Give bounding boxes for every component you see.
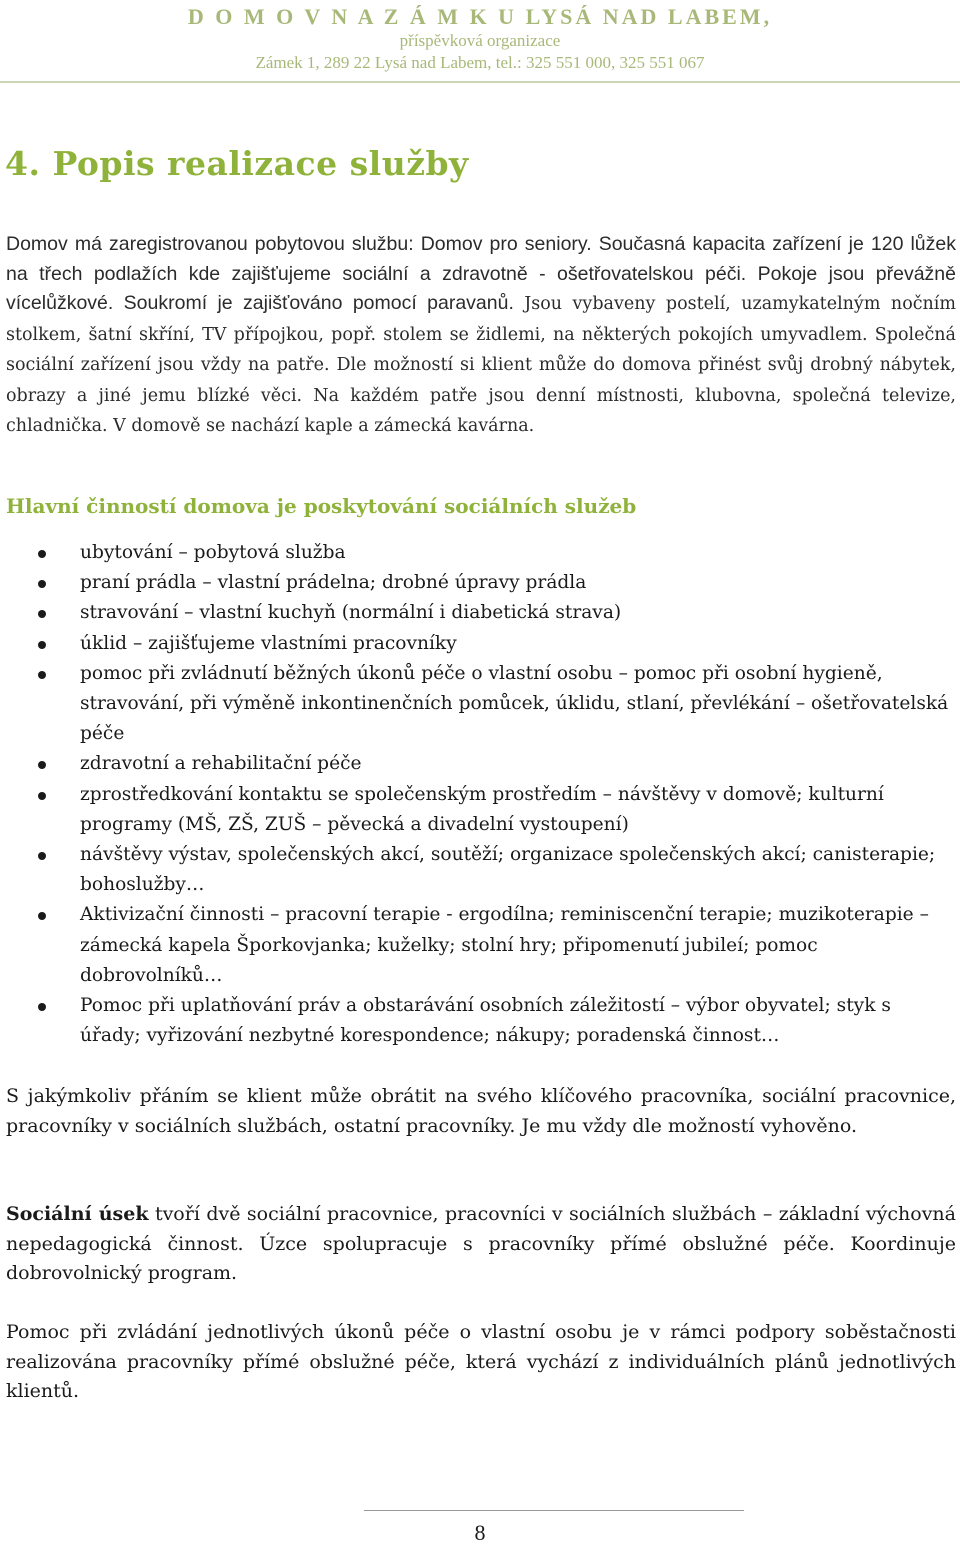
list-item: Aktivizační činnosti – pracovní terapie - ergodílna; reminiscenční terapie; muzikoterapie – zámecká kapela Šporkovjanka; kuželky; stolní hry; připomenutí jubileí; pomoc dobrovolníků… (0, 900, 960, 991)
bullet-icon (38, 671, 46, 679)
list-item: návštěvy výstav, společenských akcí, soutěží; organizace společenských akcí; canisterapie; bohoslužby… (0, 840, 960, 900)
intro-part-2: Jsou vybaveny postelí, uzamykatelným nočním stolkem, šatní skříní, TV přípojkou, popř. stolem se židlemi, na některých pokojích umyvadlem. Společná sociální zařízení jsou vždy na patře. Dle možností si klient může do domova přinést svůj drobný nábytek, obrazy a jiné jemu blízké věci. Na každém patře jsou denní místnosti, klubovna, společná televize, chladnička. V domově se nachází kaple a zámecká kavárna. (6, 294, 956, 436)
footer-divider (364, 1510, 744, 1511)
bullet-icon (38, 580, 46, 588)
social-section-label: Sociální úsek (6, 1203, 149, 1225)
letterhead (0, 4, 960, 74)
section-title: 4. Popis realizace služby (5, 144, 469, 183)
list-item: stravování – vlastní kuchyň (normální i diabetická strava) (0, 598, 960, 628)
list-item: zprostředkování kontaktu se společenským prostředím – návštěvy v domově; kulturní programy (MŠ, ZŠ, ZUŠ – pěvecká a divadelní vystoupení) (0, 780, 960, 840)
list-item: praní prádla – vlastní prádelna; drobné úpravy prádla (0, 568, 960, 598)
letterhead-address: Zámek 1, 289 22 Lysá nad Labem, tel.: 325 551 000, 325 551 067 (255, 53, 705, 72)
bullet-icon (38, 1003, 46, 1011)
activities-heading: Hlavní činností domova je poskytování sociálních služeb (6, 494, 637, 518)
bullet-icon (38, 912, 46, 920)
bullet-icon (38, 610, 46, 618)
bullet-icon (38, 792, 46, 800)
contact-paragraph: S jakýmkoliv přáním se klient může obrátit na svého klíčového pracovníka, sociální pracovnice, pracovníky v sociálních službách, ostatní pracovníky. Je mu vždy dle možností vyhověno. (6, 1085, 956, 1137)
list-item: zdravotní a rehabilitační péče (0, 749, 960, 779)
header-divider (0, 81, 960, 83)
bullet-icon (38, 852, 46, 860)
letterhead-org-name: D O M O V N A Z Á M K U LYSÁ NAD LABEM, (187, 4, 773, 29)
page-number: 8 (474, 1520, 486, 1545)
list-item: pomoc při zvládnutí běžných úkonů péče o vlastní osobu – pomoc při osobní hygieně, stravování, při výměně inkontinenčních pomůcek, úklidu, stlaní, převlékání – ošetřovatelská péče (0, 659, 960, 750)
list-item: úklid – zajišťujeme vlastními pracovníky (0, 629, 960, 659)
care-paragraph: Pomoc při zvládání jednotlivých úkonů péče o vlastní osobu je v rámci podpory soběstačnosti realizována pracovníky přímé obslužné péče, která vychází z individuálních plánů jednotlivých klientů. (6, 1321, 956, 1402)
list-item: ubytování – pobytová služba (0, 538, 960, 568)
letterhead-org-type: příspěvková organizace (399, 31, 561, 50)
list-item: Pomoc při uplatňování práv a obstarávání osobních záležitostí – výbor obyvatel; styk s úřady; vyřizování nezbytné korespondence; nákupy; poradenská činnost… (0, 991, 960, 1051)
intro-part-1: Domov má zaregistrovanou pobytovou službu: Domov pro seniory. Současná kapacita zařízení je 120 lůžek na třech podlažích kde zajišťujeme sociální a zdravotně - ošetřovatelskou péči. Pokoje jsou převážně vícelůžkové. Soukromí je zajišťováno pomocí paravanů. (6, 233, 956, 314)
bullet-icon (38, 550, 46, 558)
activities-list (0, 538, 960, 1051)
bullet-icon (38, 761, 46, 769)
bullet-icon (38, 641, 46, 649)
social-section-paragraph (6, 1200, 956, 1289)
intro-paragraph (6, 230, 956, 442)
social-section-text: tvoří dvě sociální pracovnice, pracovníci v sociálních službách – základní výchovná nepedagogická činnost. Úzce spolupracuje s pracovníky přímé obslužné péče. Koordinuje dobrovolnický program. (6, 1203, 956, 1284)
